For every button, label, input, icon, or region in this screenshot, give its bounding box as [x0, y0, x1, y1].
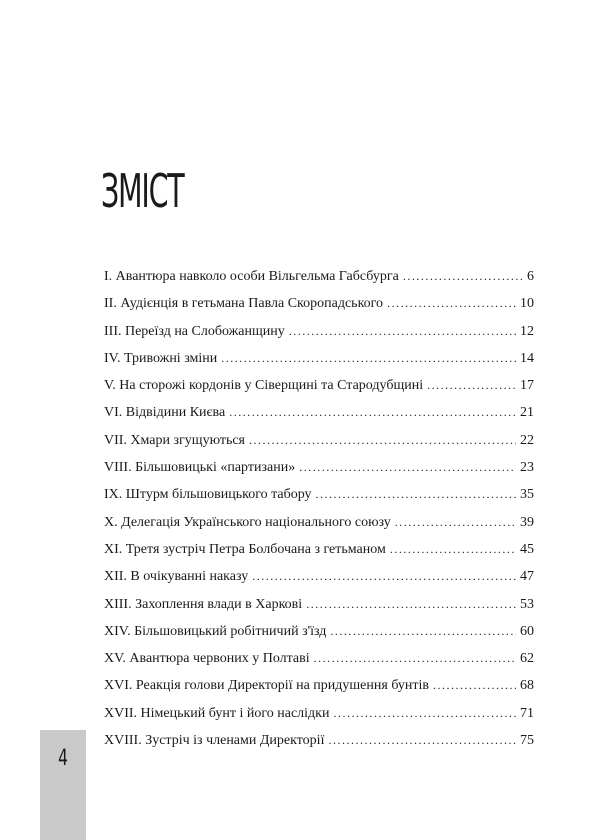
page-title: ЗМІСТ: [101, 164, 184, 218]
toc-entry[interactable]: [104, 700, 534, 727]
toc-dot-leader: [229, 399, 516, 426]
toc-entry-page: 22: [520, 432, 534, 448]
toc-entry-title: X. Делегація Українського національного союзу: [104, 514, 391, 530]
toc-entry[interactable]: [104, 399, 534, 426]
toc-entry-title: IX. Штурм більшовицького табору: [104, 487, 312, 503]
toc-entry-page: 53: [520, 596, 534, 612]
toc-entry[interactable]: [104, 372, 534, 399]
toc-entry[interactable]: [104, 536, 534, 563]
toc-dot-leader: [403, 263, 523, 290]
toc-entry-title: III. Переїзд на Слобожанщину: [104, 323, 285, 339]
toc-entry[interactable]: [104, 563, 534, 590]
toc-entry[interactable]: [104, 672, 534, 699]
toc-dot-leader: [314, 645, 516, 672]
toc-entry-page: 14: [520, 350, 534, 366]
toc-entry-page: 10: [520, 296, 534, 312]
toc-dot-leader: [299, 454, 516, 481]
toc-entry-title: V. На сторожі кордонів у Сіверщині та Стародубщині: [104, 378, 424, 394]
toc-entry-title: XVIII. Зустріч із членами Директорії: [104, 733, 325, 749]
toc-entry[interactable]: [104, 481, 534, 508]
toc-dot-leader: [252, 563, 516, 590]
toc-dot-leader: [328, 727, 516, 754]
toc-entry-page: 75: [520, 733, 534, 749]
toc-dot-leader: [395, 509, 516, 536]
toc-entry[interactable]: [104, 509, 534, 536]
table-of-contents: [104, 263, 534, 754]
toc-entry-page: 21: [520, 405, 534, 421]
toc-entry-title: XII. В очікуванні наказу: [104, 569, 249, 585]
toc-entry[interactable]: [104, 263, 534, 290]
toc-dot-leader: [387, 290, 516, 317]
toc-entry[interactable]: [104, 345, 534, 372]
page-number: 4: [58, 746, 68, 771]
toc-dot-leader: [390, 536, 516, 563]
toc-entry-page: 62: [520, 651, 534, 667]
toc-entry-title: VII. Хмари згущуються: [104, 432, 245, 448]
toc-entry-title: XIV. Більшовицький робітничий з'їзд: [104, 623, 327, 639]
toc-entry-page: 6: [527, 269, 534, 284]
toc-entry-title: VIII. Більшовицькі «партизани»: [104, 460, 296, 476]
toc-entry-page: 35: [520, 487, 534, 503]
toc-dot-leader: [427, 372, 516, 399]
toc-entry-page: 39: [520, 514, 534, 530]
toc-entry[interactable]: [104, 290, 534, 317]
toc-entry[interactable]: [104, 618, 534, 645]
toc-dot-leader: [333, 700, 516, 727]
toc-dot-leader: [306, 591, 516, 618]
toc-entry[interactable]: [104, 318, 534, 345]
toc-dot-leader: [221, 345, 516, 372]
toc-entry[interactable]: [104, 591, 534, 618]
toc-entry-page: 68: [520, 678, 534, 694]
toc-entry-title: IV. Тривожні зміни: [104, 350, 218, 366]
toc-entry-title: VI. Відвідини Києва: [104, 405, 226, 421]
toc-entry-title: XI. Третя зустріч Петра Болбочана з гетьманом: [104, 541, 386, 557]
toc-entry-title: XV. Авантюра червоних у Полтаві: [104, 651, 310, 667]
toc-entry[interactable]: [104, 727, 534, 754]
toc-dot-leader: [433, 672, 516, 699]
toc-entry-page: 71: [520, 705, 534, 721]
toc-entry-page: 45: [520, 541, 534, 557]
toc-entry[interactable]: [104, 645, 534, 672]
toc-entry-page: 47: [520, 569, 534, 585]
toc-entry-title: XVII. Німецький бунт і його наслідки: [104, 705, 330, 721]
toc-entry-page: 60: [520, 623, 534, 639]
toc-dot-leader: [249, 427, 516, 454]
toc-entry-title: II. Аудієнція в гетьмана Павла Скоропадського: [104, 296, 384, 312]
toc-dot-leader: [330, 618, 516, 645]
toc-entry-title: XIII. Захоплення влади в Харкові: [104, 596, 303, 612]
toc-entry-title: XVI. Реакція голови Директорії на придушення бунтів: [104, 678, 430, 694]
toc-entry[interactable]: [104, 454, 534, 481]
toc-dot-leader: [289, 318, 516, 345]
toc-entry-page: 17: [520, 378, 534, 394]
page-number-tab: [40, 730, 86, 840]
toc-entry-title: I. Авантюра навколо особи Вільгельма Габсбурга: [104, 269, 399, 284]
toc-entry-page: 23: [520, 460, 534, 476]
toc-entry[interactable]: [104, 427, 534, 454]
toc-entry-page: 12: [520, 323, 534, 339]
toc-dot-leader: [316, 481, 516, 508]
